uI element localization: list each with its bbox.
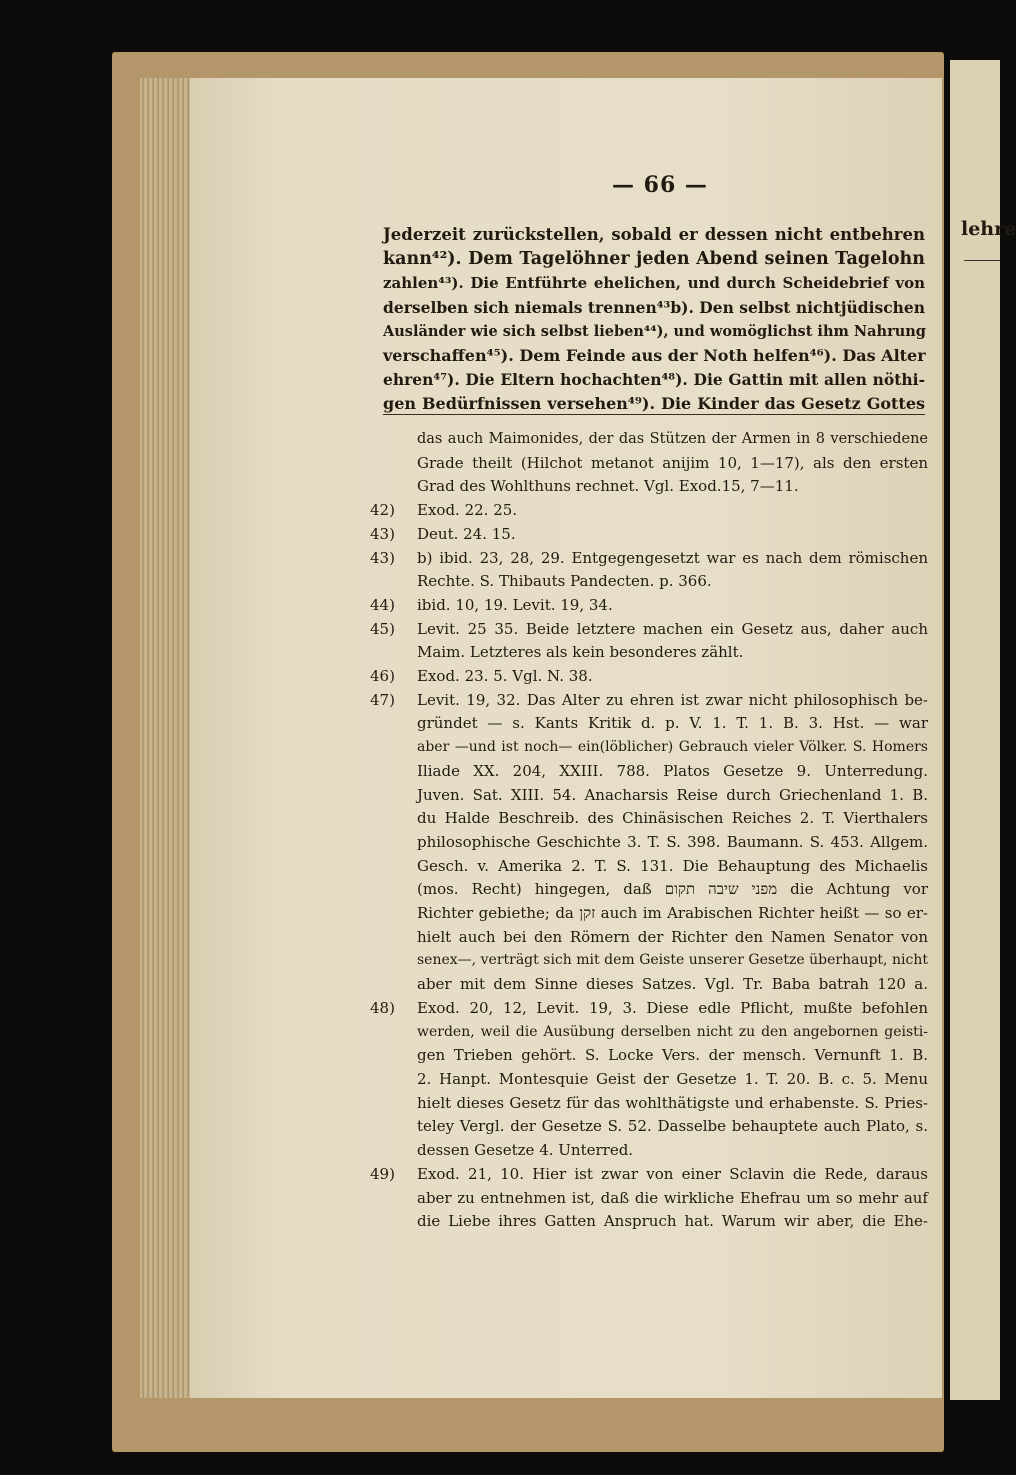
footnote-text: dessen Gesetze 4. Unterred.	[417, 1141, 634, 1160]
footnote-separator	[383, 414, 925, 415]
footnote-number: 47)	[370, 690, 395, 709]
footnote-text: Iliade XX. 204, XXIII. 788. Platos Gesetze 9. Unterredung.	[417, 761, 928, 780]
footnote-text: philosophische Geschichte 3. T. S. 398. Baumann. S. 453. Allgem.	[417, 832, 928, 851]
footnote-number: 49)	[370, 1164, 395, 1183]
footnote-line	[372, 618, 928, 642]
footnote-line	[372, 1187, 928, 1211]
footnote-text: teley Vergl. der Gesetze S. 52. Dasselbe behauptete auch Plato, s.	[417, 1117, 928, 1136]
main-text-line: zahlen⁴³). Die Entführte ehelichen, und durch Scheidebrief von	[383, 274, 925, 293]
footnote-text: aber mit dem Sinne dieses Satzes. Vgl. Tr. Baba batrah 120 a.	[417, 975, 928, 994]
footnote-text: Juven. Sat. XIII. 54. Anacharsis Reise durch Griechenland 1. B.	[417, 785, 928, 804]
footnote-line	[372, 997, 928, 1021]
footnote-line	[372, 949, 928, 973]
footnote-line	[372, 1068, 928, 1092]
footnote-line	[372, 641, 928, 665]
footnote-text: aber zu entnehmen ist, daß die wirkliche Ehefrau um so mehr auf	[417, 1188, 928, 1207]
footnote-line	[372, 475, 928, 499]
footnote-line	[372, 831, 928, 855]
footnote-text: Grade theilt (Hilchot metanot anijim 10, 1—17), als den ersten	[417, 453, 928, 472]
page-number: — 66 —	[612, 172, 708, 198]
main-text-line: Ausländer wie sich selbst lieben⁴⁴), und womöglichst ihm Nahrung	[383, 322, 926, 340]
footnote-text: 2. Hanpt. Montesquie Geist der Gesetze 1. T. 20. B. c. 5. Menu	[417, 1069, 928, 1088]
footnote-line	[372, 665, 928, 689]
footnote-line	[372, 1044, 928, 1068]
footnote-text: Gesch. v. Amerika 2. T. S. 131. Die Behauptung des Michaelis	[417, 856, 928, 875]
footnote-line	[372, 760, 928, 784]
footnote-line	[372, 594, 928, 618]
main-text-line: verschaffen⁴⁵). Dem Feinde aus der Noth helfen⁴⁶). Das Alter	[383, 346, 926, 366]
footnote-text: Levit. 19, 32. Das Alter zu ehren ist zwar nicht philosophisch be-	[417, 690, 928, 709]
main-text-line: gen Bedürfnissen versehen⁴⁹). Die Kinder das Gesetz Gottes	[383, 394, 925, 414]
footnote-text: aber —und ist noch— ein(löblicher) Gebrauch vieler Völker. S. Homers	[417, 739, 928, 756]
footnote-line	[372, 878, 928, 902]
footnote-line	[372, 807, 928, 831]
footnote-text: werden, weil die Ausübung derselben nicht zu den angebornen geisti-	[417, 1023, 928, 1040]
main-text-line: derselben sich niemals trennen⁴³b). Den selbst nichtjüdischen	[383, 297, 926, 317]
main-text-line: Jederzeit zurückstellen, sobald er dessen nicht entbehren	[383, 225, 925, 244]
footnote-line	[372, 428, 928, 452]
footnote-number: 48)	[370, 998, 395, 1017]
footnote-text: Rechte. S. Thibauts Pandecten. p. 366.	[417, 572, 712, 591]
footnote-text: das auch Maimonides, der das Stützen der Armen in 8 verschiedene	[417, 431, 928, 447]
footnote-text: Levit. 25 35. Beide letztere machen ein Gesetz aus, daher auch	[417, 619, 928, 638]
footnote-line	[372, 784, 928, 808]
footnote-line	[372, 499, 928, 523]
footnote-line	[372, 547, 928, 571]
footnote-text: hielt dieses Gesetz für das wohlthätigste und erhabenste. S. Pries-	[417, 1093, 928, 1112]
footnote-line	[372, 712, 928, 736]
facing-page-catchword: lehre	[961, 218, 1016, 240]
footnote-line	[372, 523, 928, 547]
footnote-number: 46)	[370, 667, 395, 686]
footnote-text: gründet — s. Kants Kritik d. p. V. 1. T. 1. B. 3. Hst. — war	[417, 714, 928, 733]
footnote-text: Exod. 20, 12, Levit. 19, 3. Diese edle Pflicht, mußte befohlen	[417, 998, 928, 1017]
footnote-line	[372, 736, 928, 760]
footnote-text: die Liebe ihres Gatten Anspruch hat. Warum wir aber, die Ehe-	[417, 1212, 928, 1231]
footnote-number: 43)	[370, 524, 395, 543]
footnote-text: du Halde Beschreib. des Chinäsischen Reiches 2. T. Vierthalers	[417, 809, 928, 828]
facing-page-rule	[964, 260, 1000, 261]
footnote-text: b) ibid. 23, 28, 29. Entgegengesetzt war es nach dem römischen	[417, 548, 928, 567]
footnote-number: 44)	[370, 595, 395, 614]
footnote-text: Exod. 23. 5. Vgl. N. 38.	[417, 667, 593, 686]
footnote-text: Grad des Wohlthuns rechnet. Vgl. Exod.15, 7—11.	[417, 477, 799, 496]
main-text-line: ehren⁴⁷). Die Eltern hochachten⁴⁸). Die Gattin mit allen nöthi-	[383, 370, 925, 390]
facing-page	[950, 60, 1000, 1400]
main-text	[383, 223, 925, 417]
footnote-line	[372, 1021, 928, 1045]
footnote-text: Exod. 22. 25.	[417, 501, 518, 520]
footnote-line	[372, 926, 928, 950]
footnote-line	[372, 973, 928, 997]
footnote-text: Richter gebiethe; da זקן auch im Arabischen Richter heißt — so er-	[417, 904, 928, 923]
footnote-line	[372, 1163, 928, 1187]
footnote-line	[372, 1210, 928, 1234]
footnote-text: senex—, verträgt sich mit dem Geiste unserer Gesetze überhaupt, nicht	[417, 952, 928, 969]
footnote-text: Maim. Letzteres als kein besonderes zählt.	[417, 643, 744, 662]
footnote-number: 42)	[370, 501, 395, 520]
footnote-line	[372, 1092, 928, 1116]
footnote-number: 43)	[370, 548, 395, 567]
footnote-text: Exod. 21, 10. Hier ist zwar von einer Sclavin die Rede, daraus	[417, 1164, 928, 1183]
footnote-text: hielt auch bei den Römern der Richter den Namen Senator von	[417, 927, 928, 946]
main-text-line: kann⁴²). Dem Tagelöhner jeden Abend seinen Tagelohn	[383, 249, 925, 270]
footnote-line	[372, 855, 928, 879]
footnote-number: 45)	[370, 619, 395, 638]
footnote-line	[372, 689, 928, 713]
footnote-line	[372, 1139, 928, 1163]
footnote-line	[372, 902, 928, 926]
footnote-text: ibid. 10, 19. Levit. 19, 34.	[417, 595, 613, 614]
footnote-line	[372, 1115, 928, 1139]
footnote-text: (mos. Recht) hingegen, daß מפני שיבה תקום die Achtung vor	[417, 880, 928, 899]
footnote-text: Deut. 24. 15.	[417, 524, 516, 543]
footnote-line	[372, 452, 928, 476]
footnote-text: gen Trieben gehört. S. Locke Vers. der mensch. Vernunft 1. B.	[417, 1046, 928, 1065]
footnotes	[372, 428, 928, 1234]
footnote-line	[372, 570, 928, 594]
